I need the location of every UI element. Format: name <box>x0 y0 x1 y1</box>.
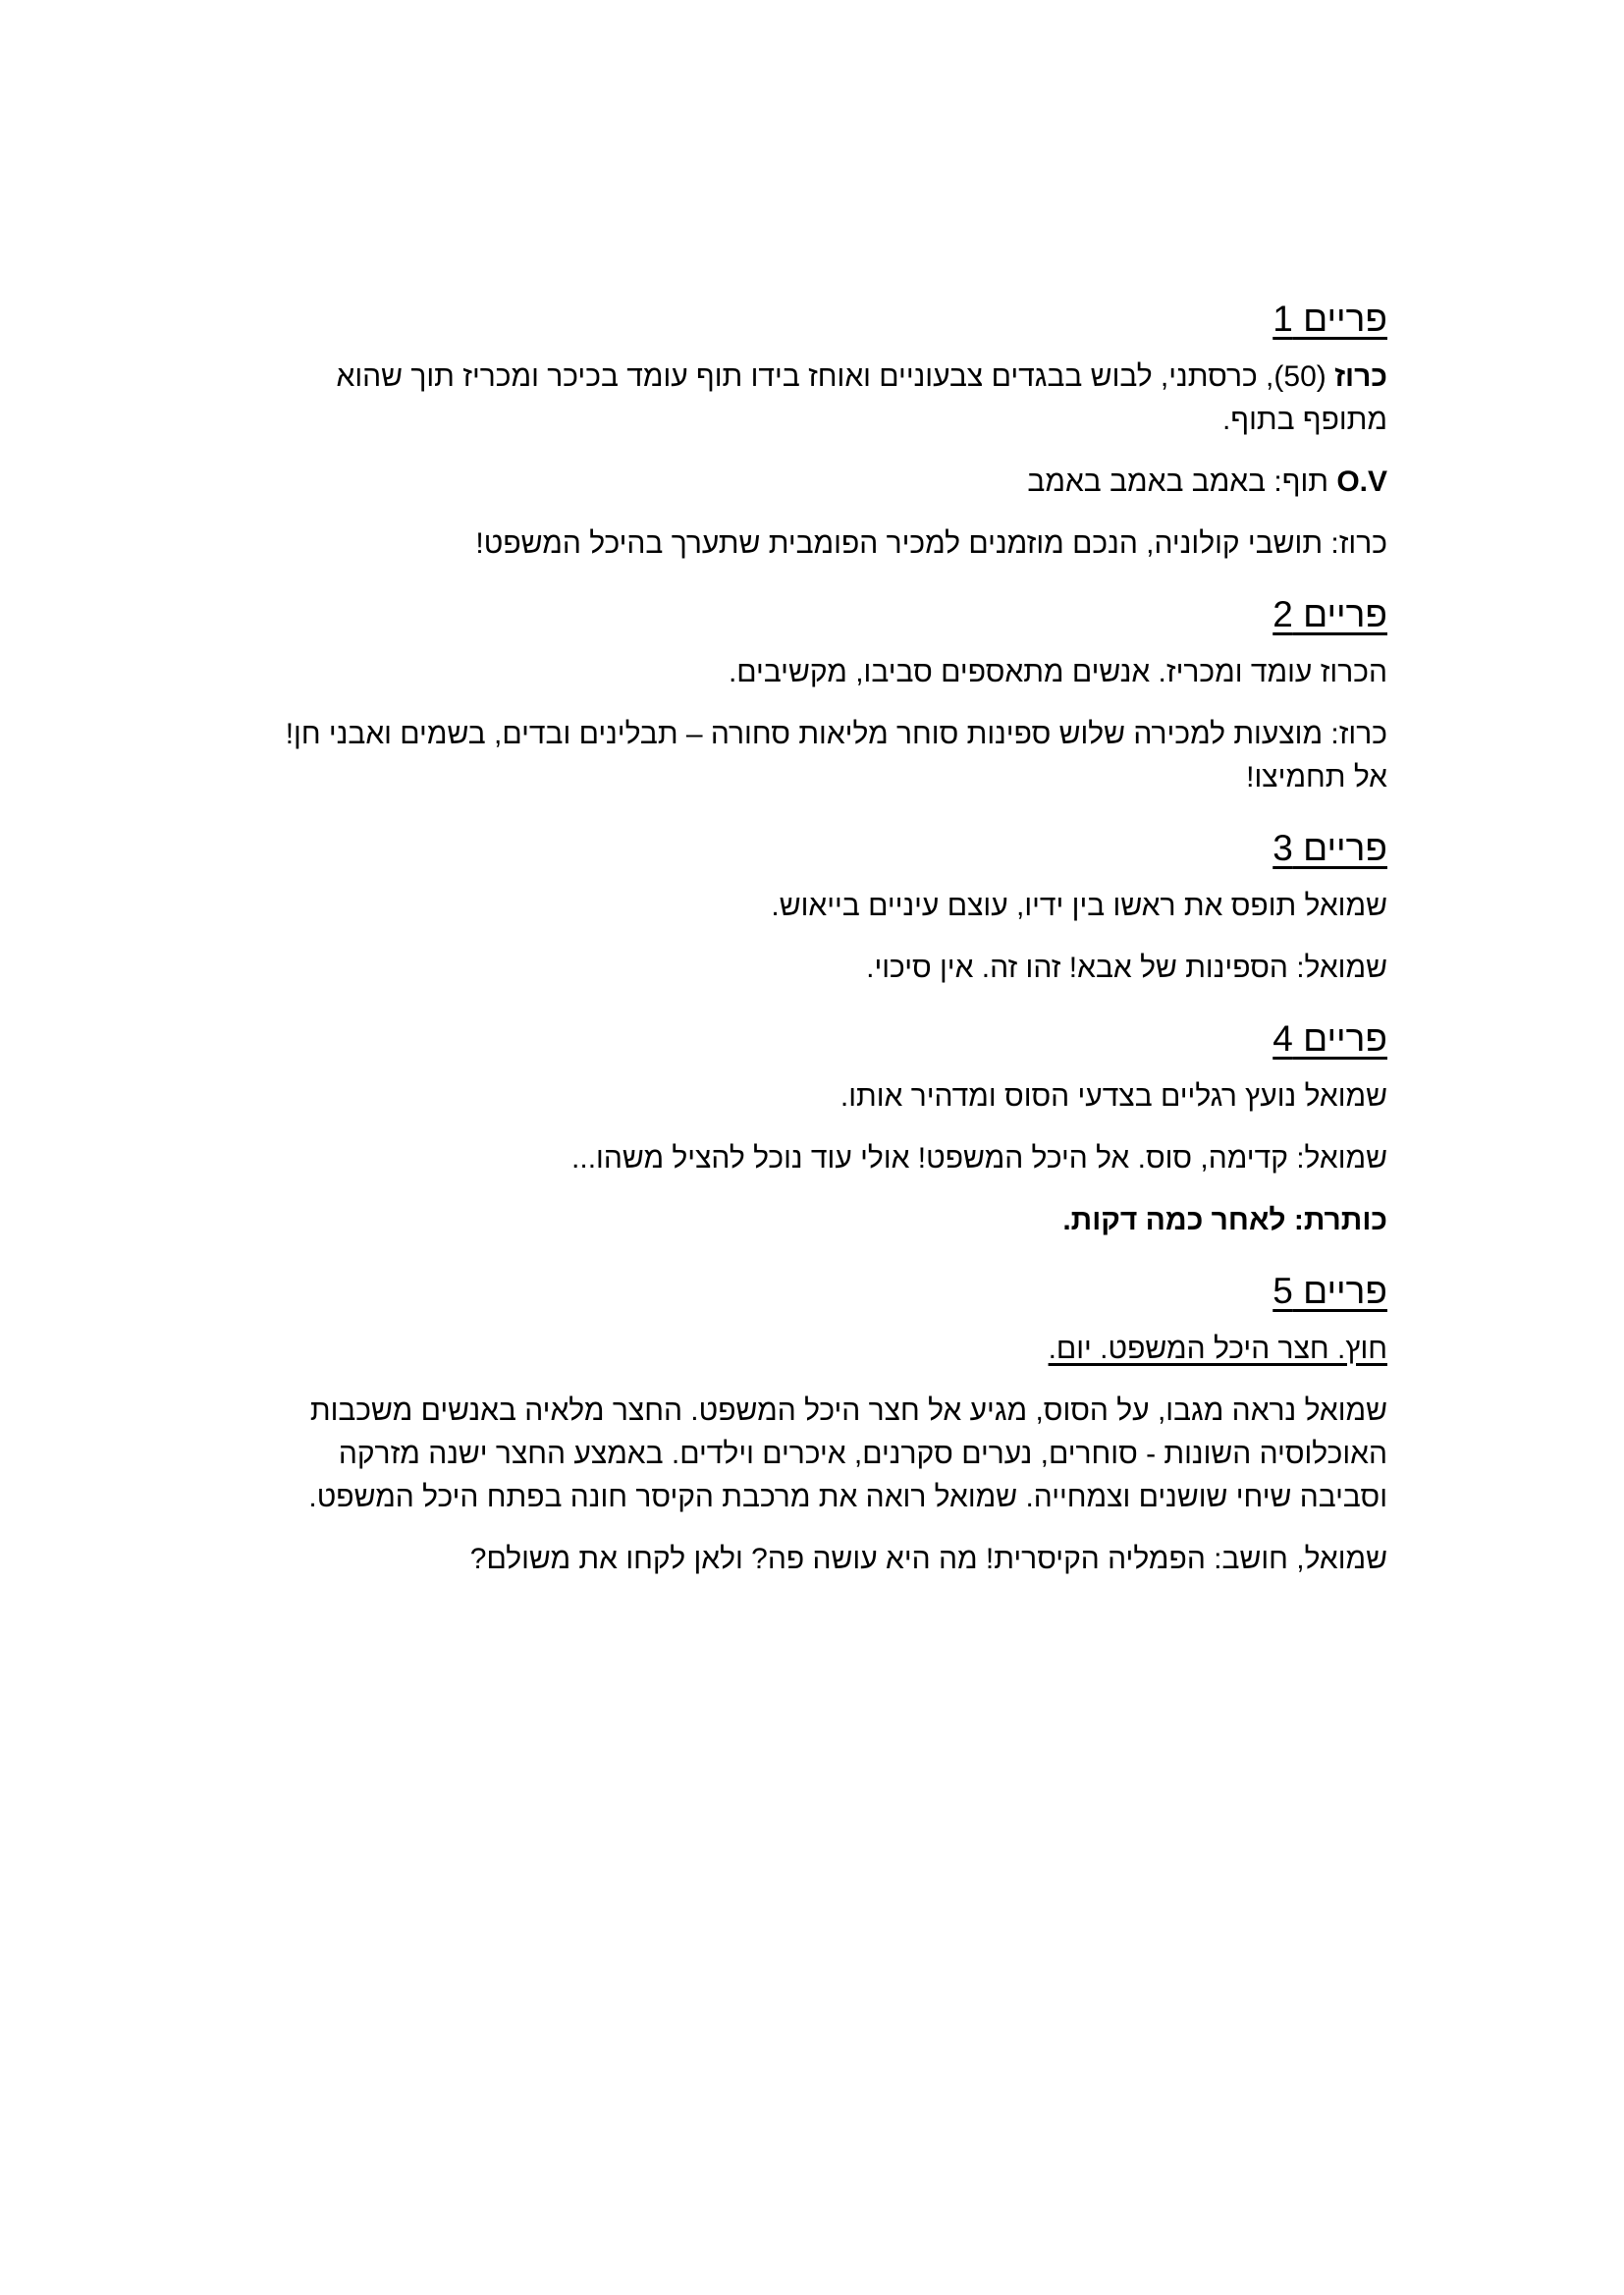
dialogue-line: כרוז: תושבי קולוניה, הנכם מוזמנים למכיר הפומבית שתערך בהיכל המשפט! <box>475 527 1387 560</box>
action-paragraph: שמואל נראה מגבו, על הסוס, מגיע אל חצר היכל המשפט. החצר מלאיה באנשים משכבות האוכלוסיה השונות - סוחרים, נערים סקרנים, איכרים וילדים. באמצע החצר ישנה מזרקה וסביבה שיחי שושנים וצמחייה. שמואל רואה את מרכבת הקיסר חונה בפתח היכל המשפט. <box>308 1394 1387 1513</box>
caption-line: כותרת: לאחר כמה דקות. <box>1062 1204 1387 1236</box>
frame-heading: פריים 2 <box>1272 594 1387 634</box>
dialogue-line: שמואל, חושב: הפמליה הקיסרית! מה היא עושה פה? ולאן לקחו את משולם? <box>469 1543 1387 1575</box>
sound-line <box>260 461 1387 504</box>
frame-heading: פריים 4 <box>1272 1018 1387 1059</box>
frame-3 <box>260 824 1387 990</box>
character-name: כרוז <box>1334 360 1387 393</box>
sound-text: תוף: באמב באמב באמב <box>1027 465 1337 498</box>
action-paragraph: הכרוז עומד ומכריז. אנשים מתאספים סביבו, מקשיבים. <box>728 656 1387 688</box>
action-text: (50), כרסתני, לבוש בבגדים צבעוניים ואוחז בידו תוף עומד בכיכר ומכריז תוך שהוא מתופף בתוף. <box>336 360 1387 436</box>
location-text: חוץ. חצר היכל המשפט. יום. <box>1048 1333 1387 1365</box>
voice-over-tag: O.V <box>1336 465 1387 498</box>
frame-heading: פריים 1 <box>1272 299 1387 339</box>
frame-heading: פריים 5 <box>1272 1271 1387 1311</box>
frame-2 <box>260 590 1387 799</box>
action-paragraph: שמואל נועץ רגליים בצדעי הסוס ומדהיר אותו. <box>839 1080 1387 1113</box>
script-content <box>260 295 1387 1600</box>
dialogue-line: שמואל: הספינות של אבא! זהו זה. אין סיכוי. <box>866 952 1387 984</box>
frame-1 <box>260 295 1387 566</box>
frame-4 <box>260 1014 1387 1242</box>
dialogue-line: כרוז: מוצעות למכירה שלוש ספינות סוחר מליאות סחורה – תבלינים ובדים, בשמים ואבני חן! אל תחמיצו! <box>285 718 1387 793</box>
action-paragraph: שמואל תופס את ראשו בין ידיו, עוצם עיניים בייאוש. <box>771 890 1387 922</box>
action-paragraph <box>260 355 1387 442</box>
dialogue-line: שמואל: קדימה, סוס. אל היכל המשפט! אולי עוד נוכל להציל משהו... <box>571 1142 1387 1175</box>
frame-heading: פריים 3 <box>1272 828 1387 868</box>
scene-location <box>260 1328 1387 1371</box>
frame-5 <box>260 1267 1387 1581</box>
